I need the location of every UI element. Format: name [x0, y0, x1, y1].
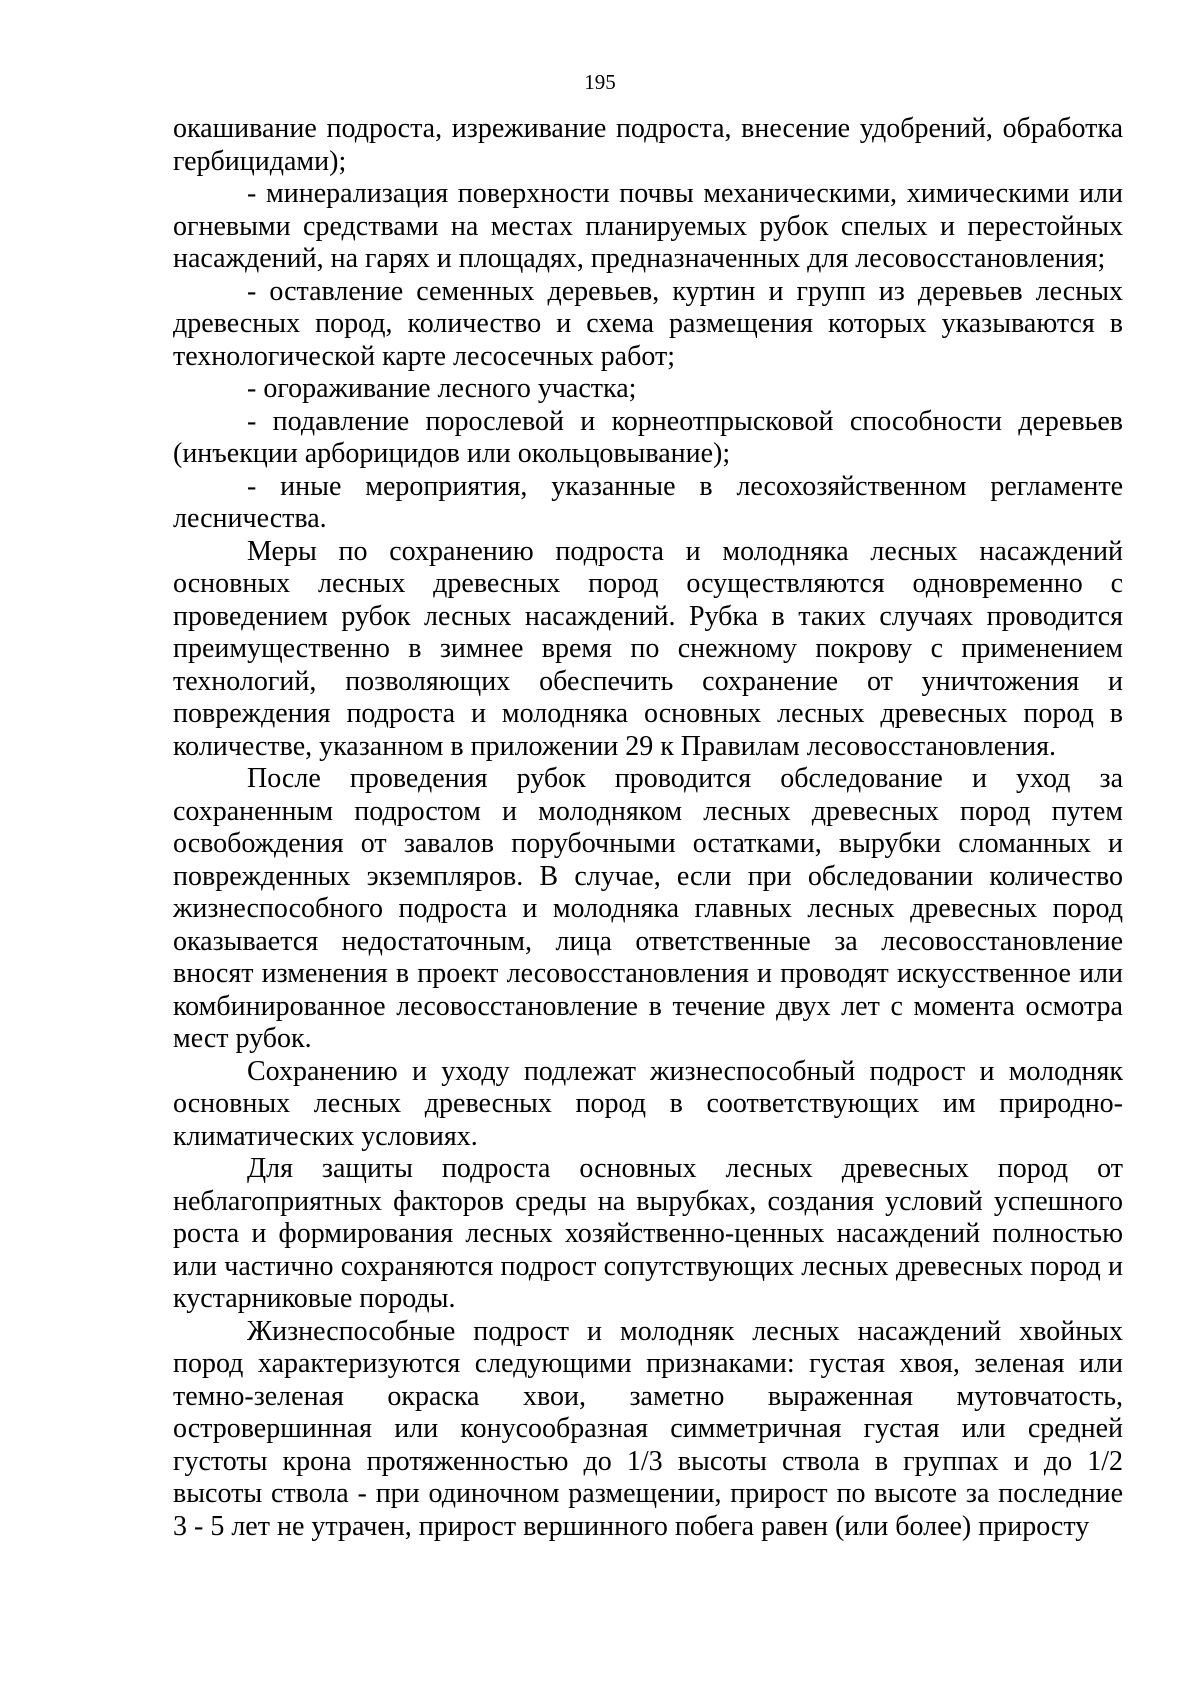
- list-item-other-measures: - иные мероприятия, указанные в лесохозяйственном регламенте лесничества.: [173, 470, 1123, 534]
- paragraph-subject-to-care: Сохранению и уходу подлежат жизнеспособный подрост и молодняк основных лесных древесных пород в соответствующих им природно-климатических условиях.: [173, 1055, 1123, 1152]
- list-item-mineralization: - минерализация поверхности почвы механическими, химическими или огневыми средствами на местах планируемых рубок спелых и перестойных насаждений, на гарях и площадях, предназначенных для лесовосстановления;: [173, 178, 1123, 274]
- paragraph-protection: Для защиты подроста основных лесных древесных пород от неблагоприятных факторов среды на вырубках, создания условий успешного роста и формирования лесных хозяйственно-ценных насаждений полностью или частично сохраняются подрост сопутствующих лесных древесных пород и кустарниковые породы.: [173, 1153, 1123, 1314]
- page-number: 195: [584, 70, 616, 94]
- paragraph-after-cutting: После проведения рубок проводится обследование и уход за сохраненным подростом и молодняком лесных древесных пород путем освобождения от завалов порубочными остатками, вырубки сломанных и поврежденных экземпляров. В случае, если при обследовании количество жизнеспособного подроста и молодняка главных лесных древесных пород оказывается недостаточным, лица ответственные за лесовосстановление вносят изменения в проект лесовосстановления и проводят искусственное или комбинированное лесовосстановление в течение двух лет с момента осмотра мест рубок.: [173, 763, 1123, 1054]
- paragraph-preservation-measures: Меры по сохранению подроста и молодняка лесных насаждений основных лесных древесных пород осуществляются одновременно с проведением рубок лесных насаждений. Рубка в таких случаях проводится преимущественно в зимнее время по снежному покрову с применением технологий, позволяющих обеспечить сохранение от уничтожения и повреждения подроста и молодняка основных лесных древесных пород в количестве, указанном в приложении 29 к Правилам лесовосстановления.: [173, 535, 1123, 762]
- list-item-fencing: - огораживание лесного участка;: [247, 373, 637, 404]
- list-item-seed-trees: - оставление семенных деревьев, куртин и групп из деревьев лесных древесных пород, количество и схема размещения которых указываются в технологической карте лесосечных работ;: [173, 275, 1123, 372]
- paragraph-viability-signs: Жизнеспособные подрост и молодняк лесных насаждений хвойных пород характеризуются следующими признаками: густая хвоя, зеленая или темно-зеленая окраска хвои, заметно выраженная мутовчатость, островершинная или конусообразная симметричная густая или средней густоты крона протяженностью до 1/3 высоты ствола в группах и до 1/2 высоты ствола - при одиночном размещении, прирост по высоте за последние 3 - 5 лет не утрачен, прирост вершинного побега равен (или более) приросту: [173, 1315, 1123, 1542]
- document-body: [173, 113, 1123, 1543]
- list-item-suppression: - подавление порослевой и корнеотпрысковой способности деревьев (инъекции арборицидов или окольцовывание);: [173, 405, 1123, 469]
- paragraph-continuation: окашивание подроста, изреживание подроста, внесение удобрений, обработка гербицидами);: [173, 113, 1123, 177]
